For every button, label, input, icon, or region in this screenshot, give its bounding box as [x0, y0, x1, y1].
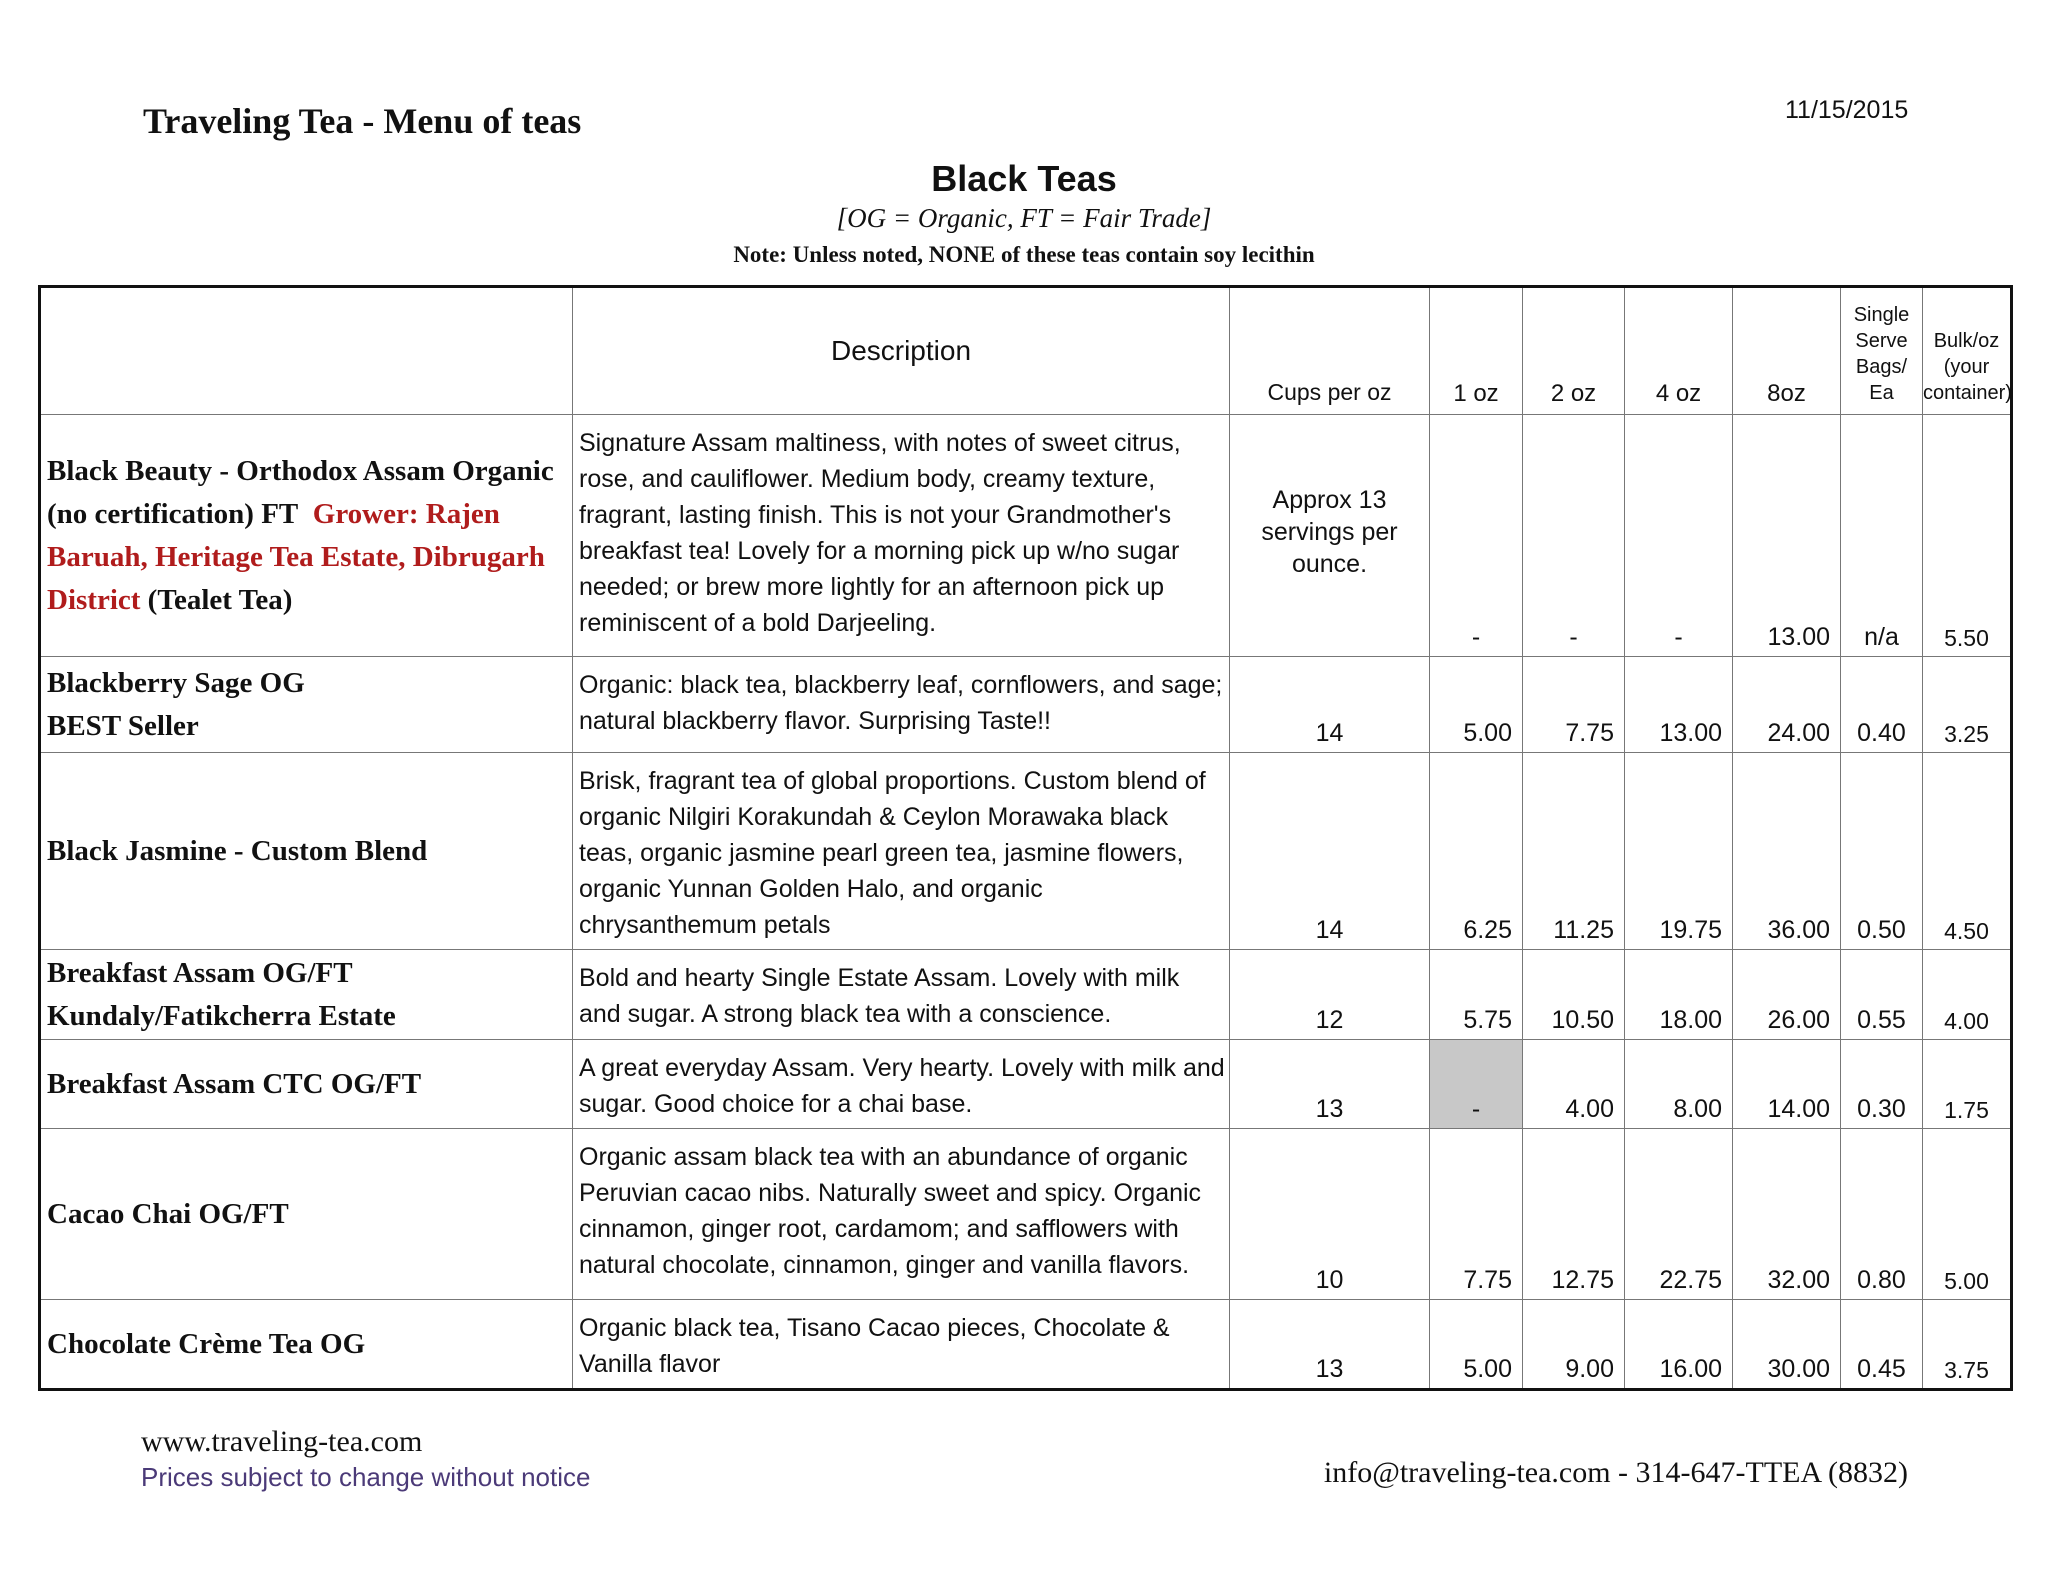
tea-description: Organic black tea, Tisano Cacao pieces, Chocolate & Vanilla flavor: [573, 1300, 1230, 1390]
tea-description: Bold and hearty Single Estate Assam. Lovely with milk and sugar. A strong black tea with a conscience.: [573, 950, 1230, 1040]
price-single-serve: n/a: [1841, 415, 1923, 657]
header-2oz: 2 oz: [1523, 287, 1625, 415]
tea-description: Organic assam black tea with an abundance of organic Peruvian cacao nibs. Naturally sweet and spicy. Organic cinnamon, ginger root, cardamom; and safflowers with natural chocolate, cinnamon, ginger and vanilla flavors.: [573, 1129, 1230, 1300]
section-title: Black Teas: [931, 158, 1117, 199]
price-bulk: 5.50: [1923, 415, 2012, 657]
header-bulk: [1923, 287, 2012, 415]
tea-grower: Grower: Rajen Baruah, Heritage Tea Estate, Dibrugarh District: [47, 497, 545, 616]
tea-description: A great everyday Assam. Very hearty. Lovely with milk and sugar. Good choice for a chai base.: [573, 1040, 1230, 1129]
price-single-serve: 0.45: [1841, 1300, 1923, 1390]
price-2oz: -: [1523, 415, 1625, 657]
header-1oz: 1 oz: [1430, 287, 1523, 415]
section-note: Note: Unless noted, NONE of these teas contain soy lecithin: [733, 242, 1315, 267]
price-1oz: 5.00: [1430, 657, 1523, 753]
header-single-line: Bags/: [1855, 356, 1908, 378]
footer-disclaimer: Prices subject to change without notice: [141, 1462, 591, 1492]
cups-per-oz: 14: [1230, 753, 1430, 950]
price-1oz: 7.75: [1430, 1129, 1523, 1300]
cups-per-oz: 13: [1230, 1300, 1430, 1390]
header-single-line: Serve: [1855, 330, 1908, 352]
price-bulk: 1.75: [1923, 1040, 2012, 1129]
section-legend: [OG = Organic, FT = Fair Trade]: [836, 203, 1212, 233]
header-bulk-line: container): [1923, 382, 2012, 404]
price-4oz: 8.00: [1625, 1040, 1733, 1129]
price-8oz: 24.00: [1733, 657, 1841, 753]
price-bulk: 3.75: [1923, 1300, 2012, 1390]
price-4oz: 22.75: [1625, 1129, 1733, 1300]
price-single-serve: 0.50: [1841, 753, 1923, 950]
price-8oz: 14.00: [1733, 1040, 1841, 1129]
price-2oz: 11.25: [1523, 753, 1625, 950]
tea-name-line: Kundaly/Fatikcherra Estate: [47, 999, 396, 1032]
price-1oz: 5.00: [1430, 1300, 1523, 1390]
tea-description: Signature Assam maltiness, with notes of sweet citrus, rose, and cauliflower. Medium body, creamy texture, fragrant, lasting finish. This is not your Grandmother's breakfast tea! Lovely for a morning pick up w/no sugar needed; or brew more lightly for an afternoon pick up reminiscent of a bold Darjeeling.: [573, 415, 1230, 657]
cups-per-oz: 12: [1230, 950, 1430, 1040]
tea-name-line: Blackberry Sage OG: [47, 666, 305, 699]
cups-per-oz: 14: [1230, 657, 1430, 753]
price-2oz: 4.00: [1523, 1040, 1625, 1129]
footer-website[interactable]: www.traveling-tea.com: [141, 1425, 423, 1458]
price-8oz: 32.00: [1733, 1129, 1841, 1300]
price-1oz: 5.75: [1430, 950, 1523, 1040]
tea-description: Organic: black tea, blackberry leaf, cornflowers, and sage; natural blackberry flavor. Surprising Taste!!: [573, 657, 1230, 753]
tea-description: Brisk, fragrant tea of global proportions. Custom blend of organic Nilgiri Korakundah & Ceylon Morawaka black teas, organic jasmine pearl green tea, jasmine flowers, organic Yunnan Golden Halo, and organic chrysanthemum petals: [573, 753, 1230, 950]
table-row: [40, 950, 2012, 1040]
price-4oz: 16.00: [1625, 1300, 1733, 1390]
price-4oz: -: [1625, 415, 1733, 657]
tea-name-line: BEST Seller: [47, 709, 199, 742]
table-row: [40, 1300, 2012, 1390]
tea-name: Cacao Chai OG/FT: [40, 1129, 573, 1300]
table-row: [40, 415, 2012, 657]
header-bulk-line: (your: [1943, 356, 1990, 378]
price-2oz: 12.75: [1523, 1129, 1625, 1300]
price-8oz: 26.00: [1733, 950, 1841, 1040]
tea-name: Breakfast Assam CTC OG/FT: [40, 1040, 573, 1129]
price-8oz: 13.00: [1733, 415, 1841, 657]
header-single-line: Single: [1853, 304, 1910, 326]
header-4oz: 4 oz: [1625, 287, 1733, 415]
price-2oz: 9.00: [1523, 1300, 1625, 1390]
price-1oz: -: [1430, 1040, 1523, 1129]
cups-per-oz: 13: [1230, 1040, 1430, 1129]
tea-name: Black Jasmine - Custom Blend: [40, 753, 573, 950]
header-description: Description: [573, 287, 1230, 415]
header-bulk-line: Bulk/oz: [1933, 330, 2000, 352]
price-bulk: 3.25: [1923, 657, 2012, 753]
table-header-row: [40, 287, 2012, 415]
price-4oz: 13.00: [1625, 657, 1733, 753]
tea-name: [40, 657, 573, 753]
price-single-serve: 0.80: [1841, 1129, 1923, 1300]
tea-name-line: Breakfast Assam OG/FT: [47, 956, 353, 989]
header-cups-per-oz: Cups per oz: [1230, 287, 1430, 415]
price-single-serve: 0.55: [1841, 950, 1923, 1040]
price-8oz: 30.00: [1733, 1300, 1841, 1390]
document-title: Traveling Tea - Menu of teas: [143, 101, 582, 141]
footer-contact[interactable]: info@traveling-tea.com - 314-647-TTEA (8832): [1323, 1456, 1908, 1489]
price-4oz: 19.75: [1625, 753, 1733, 950]
price-1oz: -: [1430, 415, 1523, 657]
price-8oz: 36.00: [1733, 753, 1841, 950]
table-row: [40, 657, 2012, 753]
header-single-serve: [1841, 287, 1923, 415]
price-2oz: 10.50: [1523, 950, 1625, 1040]
table-row: [40, 1129, 2012, 1300]
cups-per-oz: 10: [1230, 1129, 1430, 1300]
tea-name-suffix: (Tealet Tea): [147, 583, 293, 616]
tea-name: [40, 415, 573, 657]
document-date: 11/15/2015: [1785, 96, 1909, 124]
price-2oz: 7.75: [1523, 657, 1625, 753]
cups-per-oz: Approx 13 servings per ounce.: [1230, 415, 1430, 657]
price-bulk: 4.00: [1923, 950, 2012, 1040]
price-single-serve: 0.40: [1841, 657, 1923, 753]
tea-name: Chocolate Crème Tea OG: [40, 1300, 573, 1390]
tea-name-main: Black Beauty - Orthodox Assam Organic (no certification) FT: [47, 454, 554, 530]
tea-name: [40, 950, 573, 1040]
price-4oz: 18.00: [1625, 950, 1733, 1040]
header-single-line: Ea: [1869, 382, 1894, 404]
price-bulk: 4.50: [1923, 753, 2012, 950]
tea-menu-table: [38, 285, 2013, 1391]
header-name: [40, 287, 573, 415]
price-single-serve: 0.30: [1841, 1040, 1923, 1129]
table-row: [40, 753, 2012, 950]
price-bulk: 5.00: [1923, 1129, 2012, 1300]
table-row: [40, 1040, 2012, 1129]
header-8oz: 8oz: [1733, 287, 1841, 415]
price-1oz: 6.25: [1430, 753, 1523, 950]
